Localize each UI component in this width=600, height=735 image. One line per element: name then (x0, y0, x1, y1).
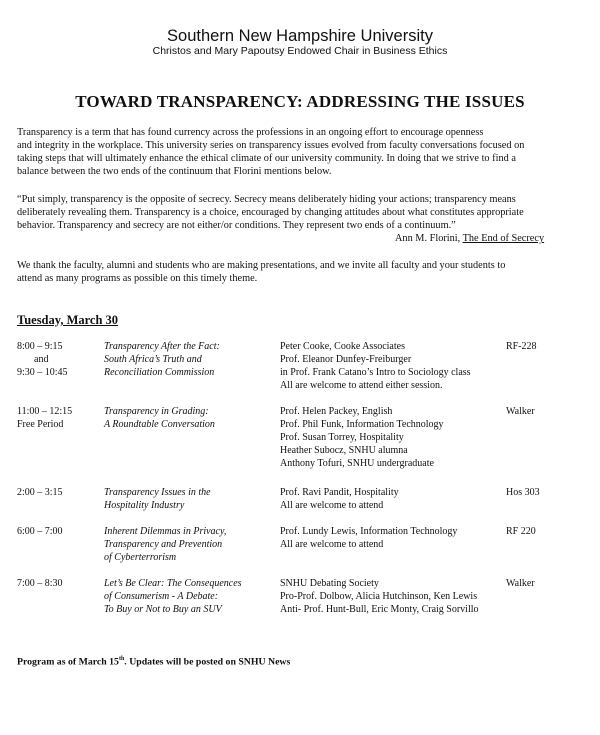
intro-line: and integrity in the workplace. This university series on transparency issues evolved from faculty conversations focused on (17, 140, 525, 151)
presenter-line: Prof. Helen Packey, English (280, 406, 393, 417)
title-line: of Consumerism - A Debate: (104, 591, 219, 602)
quote-line: deliberately revealing them. Transparency is a choice, encouraged by changing attitudes about what constitutes appropriate (17, 207, 524, 218)
session-time (17, 405, 72, 431)
thanks-line: We thank the faculty, alumni and students who are making presentations, and we invite all faculty and your students to (17, 260, 506, 271)
time-line: 9:30 – 10:45 (17, 367, 68, 378)
title-line: Reconciliation Commission (104, 367, 215, 378)
session-title (104, 525, 226, 564)
presenter-line: Pro-Prof. Dolbow, Alicia Hutchinson, Ken Lewis (280, 591, 478, 602)
title-line: Transparency Issues in the (104, 487, 211, 498)
quote-attribution (17, 232, 592, 245)
session-time (17, 525, 63, 538)
thanks-paragraph (17, 259, 592, 285)
intro-line: Transparency is a term that has found currency across the professions in an ongoing effort to encourage openness (17, 127, 484, 138)
time-line: Free Period (17, 419, 64, 430)
session-time (17, 486, 63, 499)
time-line: 7:00 – 8:30 (17, 578, 63, 589)
time-line: 2:00 – 3:15 (17, 487, 63, 498)
session-presenters (280, 525, 457, 551)
page-title: TOWARD TRANSPARENCY: ADDRESSING THE ISSUES (75, 92, 525, 111)
presenter-line: Prof. Ravi Pandit, Hospitality (280, 487, 399, 498)
university-name: Southern New Hampshire University (167, 27, 433, 45)
quote-block (17, 193, 592, 245)
session-room: Hos 303 (506, 487, 540, 498)
presenter-line: All are welcome to attend (280, 539, 384, 550)
thanks-line: attend as many programs as possible on this timely theme. (17, 273, 258, 284)
program-footer-note (17, 656, 290, 667)
time-line: and (34, 354, 49, 365)
presenter-line: Anti- Prof. Hunt-Bull, Eric Monty, Craig Sorvillo (280, 604, 479, 615)
intro-line: balance between the two ends of the continuum that Florini mentions below. (17, 166, 332, 177)
title-line: To Buy or Not to Buy an SUV (104, 604, 222, 615)
presenter-line: Prof. Eleanor Dunfey-Freiburger (280, 354, 412, 365)
day-heading: Tuesday, March 30 (17, 313, 119, 327)
endowed-chair-name: Christos and Mary Papoutsy Endowed Chair in Business Ethics (152, 45, 448, 57)
title-line: Hospitality Industry (104, 500, 185, 511)
presenter-line: Prof. Lundy Lewis, Information Technology (280, 526, 458, 537)
presenter-line: Prof. Susan Torrey, Hospitality (280, 432, 404, 443)
quote-line: behavior. Transparency and secrecy are not either/or conditions. They represent two ends of a continuum.” (17, 220, 456, 231)
session-room: Walker (506, 406, 535, 417)
footer-ordinal: th (118, 656, 125, 662)
session-room: RF-228 (506, 341, 537, 352)
session-presenters (280, 340, 471, 392)
time-line: 11:00 – 12:15 (17, 406, 73, 417)
quote-book-title: The End of Secrecy (462, 233, 545, 244)
session-time (17, 340, 68, 379)
title-line: South Africa’s Truth and (104, 354, 202, 365)
title-line: Transparency in Grading: (104, 406, 209, 417)
session-time (17, 577, 63, 590)
title-line: Let’s Be Clear: The Consequences (104, 578, 242, 589)
time-line: 8:00 – 9:15 (17, 341, 63, 352)
footer-suffix: . Updates will be posted on SNHU News (124, 656, 291, 668)
title-line: Transparency and Prevention (104, 539, 223, 550)
presenter-line: All are welcome to attend (280, 500, 384, 511)
intro-paragraph (17, 126, 592, 178)
session-room: RF 220 (506, 526, 536, 537)
presenter-line: Peter Cooke, Cooke Associates (280, 341, 405, 352)
title-line: Transparency After the Fact: (104, 341, 220, 352)
presenter-line: SNHU Debating Society (280, 578, 379, 589)
presenter-line: Prof. Phil Funk, Information Technology (280, 419, 444, 430)
title-line: of Cyberterrorism (104, 552, 177, 563)
time-line: 6:00 – 7:00 (17, 526, 63, 537)
presenter-line: in Prof. Frank Catano’s Intro to Sociology class (280, 367, 471, 378)
session-title (104, 405, 215, 431)
session-title (104, 340, 220, 379)
footer-prefix: Program as of March 15 (17, 656, 119, 668)
intro-line: taking steps that will ultimately enhance the ethical climate of our university community. In doing that we strive to find a (17, 153, 516, 164)
session-presenters (280, 486, 399, 512)
quote-line: “Put simply, transparency is the opposite of secrecy. Secrecy means deliberately hiding your actions; transparency means (17, 194, 516, 205)
session-title (104, 486, 211, 512)
session-presenters (280, 577, 479, 616)
presenter-line: Heather Subocz, SNHU alumna (280, 445, 408, 456)
presenter-line: Anthony Tofuri, SNHU undergraduate (280, 458, 434, 469)
title-line: A Roundtable Conversation (104, 419, 215, 430)
quote-author: Ann M. Florini, (395, 233, 463, 244)
session-title (104, 577, 242, 616)
presenter-line: All are welcome to attend either session. (280, 380, 443, 391)
title-line: Inherent Dilemmas in Privacy, (104, 526, 227, 537)
session-presenters (280, 405, 444, 470)
session-room: Walker (506, 578, 535, 589)
